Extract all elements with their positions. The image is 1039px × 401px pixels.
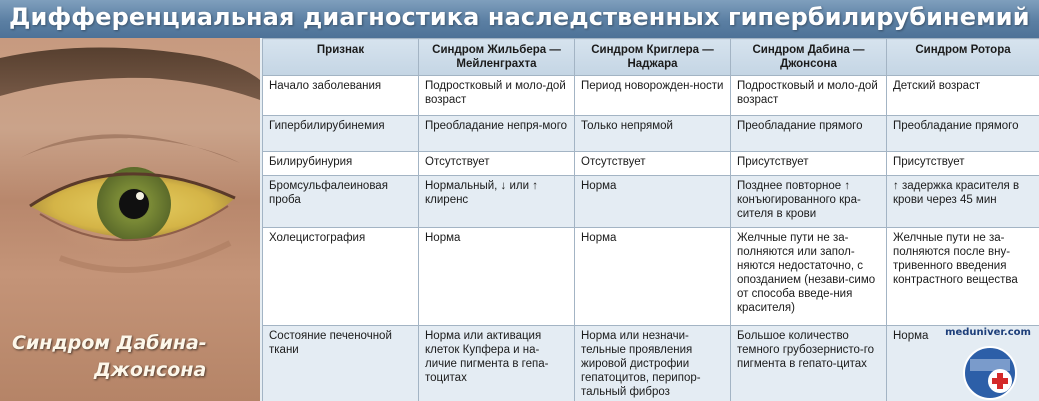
table-cell: Бромсульфалеиновая проба <box>263 176 419 228</box>
logo-site-text: meduniver.com <box>945 327 1031 338</box>
table-row <box>263 228 1039 326</box>
eyebrow-shape <box>0 47 260 100</box>
table-cell: Отсутствует <box>575 152 731 176</box>
table-cell: Норма <box>575 228 731 326</box>
header-cell: Синдром Криглера — Наджара <box>575 39 731 76</box>
table-cell: Отсутствует <box>419 152 575 176</box>
header-cell: Признак <box>263 39 419 76</box>
table-cell: Позднее повторное ↑ конъюгированного кра-сителя в крови <box>731 176 887 228</box>
eye-photo <box>0 38 260 401</box>
meduniver-logo[interactable] <box>940 325 1036 401</box>
eye-glint <box>136 192 144 200</box>
page-title: Дифференциальная диагностика наследственных гипербилирубинемий <box>9 3 1030 31</box>
pupil-shape <box>119 189 149 219</box>
photo-caption-line1: Синдром Дабина- <box>12 332 207 354</box>
eyelid-crease <box>20 134 240 163</box>
table-cell: Нормальный, ↓ или ↑ клиренс <box>419 176 575 228</box>
title-banner <box>0 0 1039 38</box>
table-row <box>263 152 1039 176</box>
table-cell: Преобладание прямого <box>887 116 1039 152</box>
table-cell: Период новорожден-ности <box>575 76 731 116</box>
table-cell: Норма <box>419 228 575 326</box>
table-cell: Присутствует <box>887 152 1039 176</box>
table-cell: Желчные пути не за-полняются или запол-няются недостаточно, с опозданием (незави-симо от способа введе-ния красителя) <box>731 228 887 326</box>
table-cell: Холецистография <box>263 228 419 326</box>
diagnosis-table <box>262 38 1039 401</box>
table-cell: Желчные пути не за-полняются после вну-тривенного введения контрастного вещества <box>887 228 1039 326</box>
table-row <box>263 116 1039 152</box>
table-cell: Преобладание прямого <box>731 116 887 152</box>
table-cell: Преобладание непря-мого <box>419 116 575 152</box>
table-cell: Гипербилирубинемия <box>263 116 419 152</box>
table-cell: Большое количество темного грубозернисто-го пигмента в гепато-цитах <box>731 326 887 401</box>
table-row <box>263 76 1039 116</box>
table-cell: Подростковый и моло-дой возраст <box>731 76 887 116</box>
table-cell: Норма или активация клеток Купфера и на-личие пигмента в гепа-тоцитах <box>419 326 575 401</box>
table-cell: Норма <box>575 176 731 228</box>
header-cell: Синдром Дабина — Джонсона <box>731 39 887 76</box>
table-cell: Начало заболевания <box>263 76 419 116</box>
table-cell: Состояние печеночной ткани <box>263 326 419 401</box>
table-row <box>263 326 1039 401</box>
table-cell: Норма <box>887 326 1039 401</box>
header-cell: Синдром Жильбера — Мейленграхта <box>419 39 575 76</box>
table-cell: Только непрямой <box>575 116 731 152</box>
table-cell: Норма или незначи-тельные проявления жировой дистрофии гепатоцитов, перипор-тальный фиброз <box>575 326 731 401</box>
under-eye-fold <box>60 243 230 270</box>
photo-caption <box>12 330 248 384</box>
table-cell: Билирубинурия <box>263 152 419 176</box>
table-cell: ↑ задержка красителя в крови через 45 мин <box>887 176 1039 228</box>
table-cell: Подростковый и моло-дой возраст <box>419 76 575 116</box>
table-cell: Детский возраст <box>887 76 1039 116</box>
table-header-row <box>263 39 1039 76</box>
table-row <box>263 176 1039 228</box>
header-cell: Синдром Ротора <box>887 39 1039 76</box>
photo-caption-line2: Джонсона <box>94 359 207 381</box>
table-cell: Присутствует <box>731 152 887 176</box>
